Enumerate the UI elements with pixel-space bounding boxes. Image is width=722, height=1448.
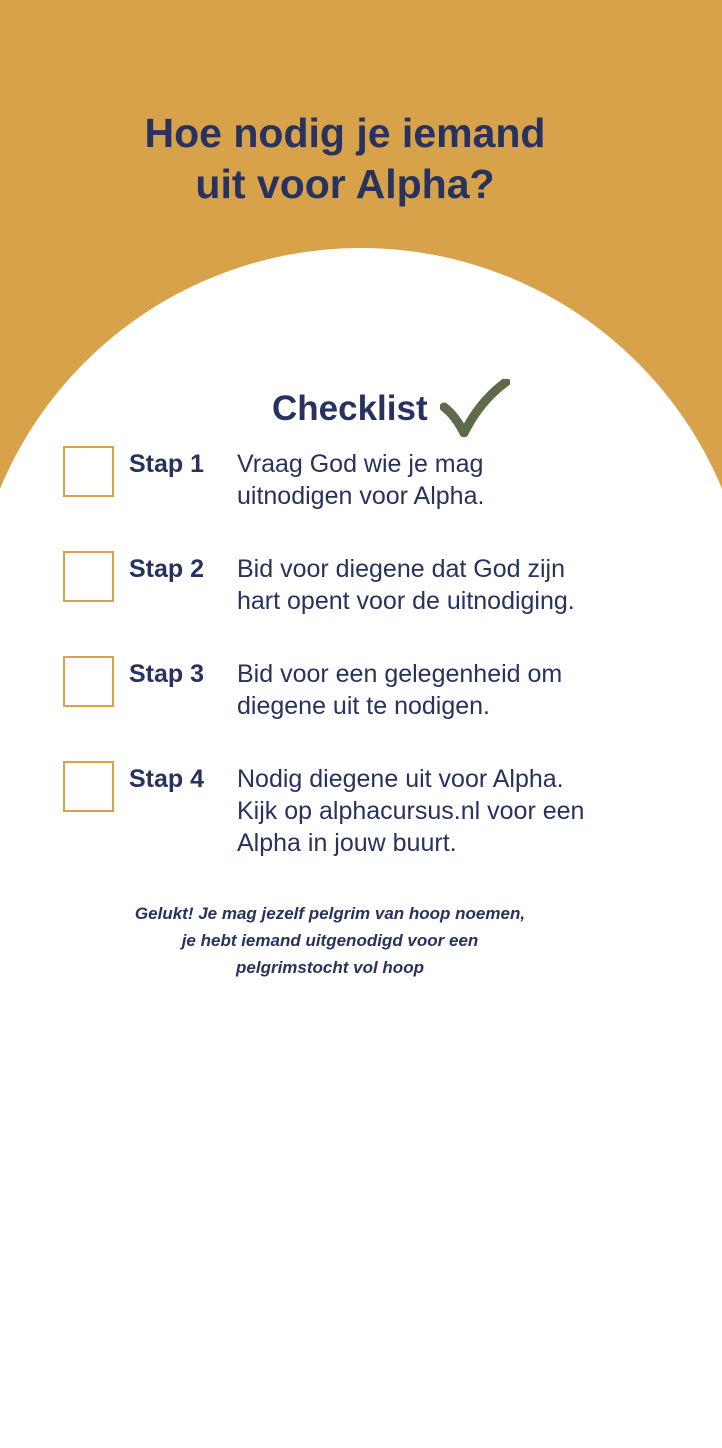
step-4-text-line-1: Nodig diegene uit voor Alpha. — [237, 765, 564, 793]
step-3-text — [237, 658, 697, 722]
step-1-text — [237, 448, 697, 512]
checklist-step-4 — [63, 761, 703, 866]
page-title-line-1: Hoe nodig je iemand — [144, 110, 546, 156]
step-4-text — [237, 763, 697, 859]
step-4-label: Stap 4 — [129, 765, 205, 793]
step-1-text-line-1: Vraag God wie je mag — [237, 450, 484, 478]
step-4-checkbox[interactable] — [63, 761, 114, 812]
footer-line-1: Gelukt! Je mag jezelf pelgrim van hoop noemen, — [134, 904, 526, 923]
page-title — [0, 108, 690, 210]
step-3-label: Stap 3 — [129, 660, 205, 688]
step-1-text-line-2: uitnodigen voor Alpha. — [237, 482, 485, 510]
footer-message — [0, 900, 660, 981]
step-2-label: Stap 2 — [129, 555, 205, 583]
checklist-step-1 — [63, 446, 703, 516]
footer-line-3: pelgrimstocht vol hoop — [236, 958, 424, 977]
page-title-line-2: uit voor Alpha? — [195, 161, 495, 207]
checklist-title: Checklist — [272, 389, 428, 428]
step-2-text — [237, 553, 697, 617]
checklist-step-3 — [63, 656, 703, 726]
checklist-heading — [272, 381, 510, 437]
step-2-text-line-1: Bid voor diegene dat God zijn — [237, 555, 565, 583]
step-3-text-line-2: diegene uit te nodigen. — [237, 692, 490, 720]
checkmark-icon — [440, 379, 510, 437]
step-4-text-line-3: Alpha in jouw buurt. — [237, 829, 457, 857]
step-1-checkbox[interactable] — [63, 446, 114, 497]
checklist-step-2 — [63, 551, 703, 621]
step-2-text-line-2: hart opent voor de uitnodiging. — [237, 587, 575, 615]
step-3-text-line-1: Bid voor een gelegenheid om — [237, 660, 563, 688]
step-3-checkbox[interactable] — [63, 656, 114, 707]
footer-line-2: je hebt iemand uitgenodigd voor een — [181, 931, 479, 950]
step-4-text-line-2: Kijk op alphacursus.nl voor een — [237, 797, 585, 825]
step-1-label: Stap 1 — [129, 450, 205, 478]
step-2-checkbox[interactable] — [63, 551, 114, 602]
